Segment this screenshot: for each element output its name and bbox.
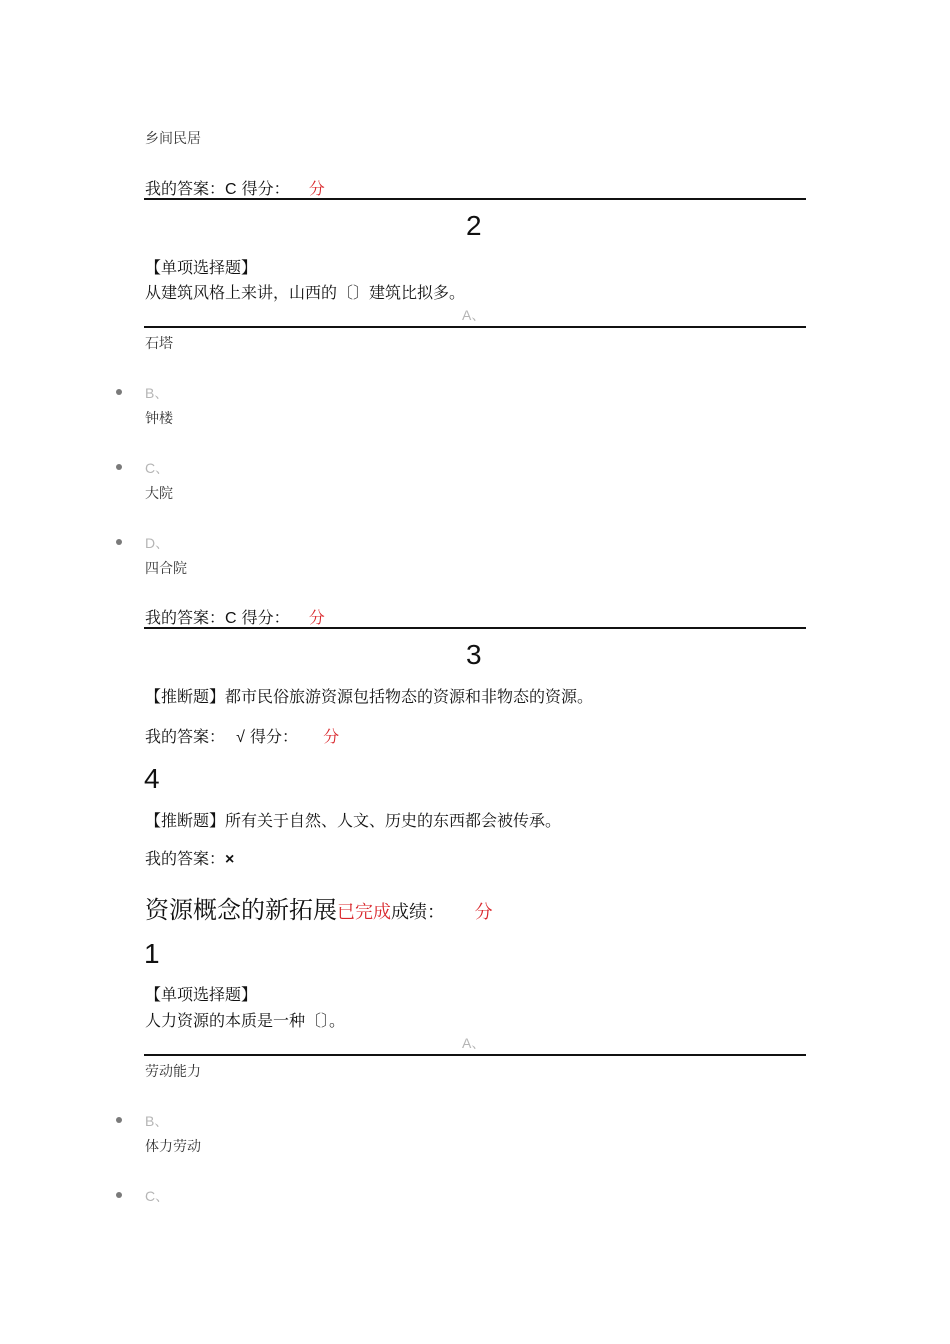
score-label: 得分： (241, 608, 290, 627)
question-type: 【单项选择题】 (145, 985, 258, 1004)
divider (144, 326, 806, 328)
score-label: 得分： (241, 179, 290, 198)
option-text-a[interactable]: 劳动能力 (145, 1064, 201, 1080)
question-number: 3 (466, 639, 482, 670)
divider (144, 198, 806, 200)
question-text: 【推断题】所有关于自然、人文、历史的东西都会被传承。 (145, 811, 562, 830)
score-label: 得分： (249, 727, 298, 746)
divider (144, 627, 806, 629)
answer-value: C (225, 610, 237, 627)
bullet-icon (116, 1117, 122, 1123)
option-letter-c[interactable]: C、 (145, 1188, 170, 1204)
score-value: 分 (308, 179, 325, 198)
check-icon: √ (236, 729, 245, 746)
question-number: 1 (144, 938, 160, 969)
grade-value: 分 (474, 902, 493, 923)
question-number: 2 (466, 210, 482, 241)
bullet-icon (116, 464, 122, 470)
section-status: 已完成 (337, 902, 391, 923)
option-text-a[interactable]: 石塔 (145, 336, 173, 352)
question-text: 人力资源的本质是一种〔〕。 (145, 1011, 346, 1030)
answer-label: 我的答案： (145, 608, 226, 627)
answer-line (145, 176, 325, 199)
option-text-b[interactable]: 钟楼 (145, 411, 173, 427)
question-type: 【单项选择题】 (145, 258, 258, 277)
option-letter-d[interactable]: D、 (145, 535, 170, 551)
option-letter-c[interactable]: C、 (145, 460, 170, 476)
answer-line (145, 605, 325, 628)
option-letter-a[interactable]: A、 (462, 307, 486, 323)
option-text-b[interactable]: 体力劳动 (145, 1139, 201, 1155)
grade-label: 成绩： (391, 902, 445, 923)
answer-value: C (225, 181, 237, 198)
answer-label: 我的答案： (145, 179, 226, 198)
score-value: 分 (308, 608, 325, 627)
option-letter-a[interactable]: A、 (462, 1035, 486, 1051)
section-title-line (145, 890, 493, 925)
option-letter-b[interactable]: B、 (145, 385, 169, 401)
option-letter-b[interactable]: B、 (145, 1113, 169, 1129)
option-text-c[interactable]: 大院 (145, 486, 173, 502)
answer-line (145, 846, 234, 869)
answer-line (145, 724, 339, 747)
score-value: 分 (323, 727, 340, 746)
answer-label: 我的答案： (145, 727, 226, 746)
cross-icon: × (225, 851, 235, 868)
option-text-d[interactable]: 四合院 (145, 561, 187, 577)
bullet-icon (116, 539, 122, 545)
question-number: 4 (144, 763, 160, 794)
question-text: 从建筑风格上来讲，山西的〔〕建筑比拟多。 (145, 283, 466, 302)
bullet-icon (116, 1192, 122, 1198)
question-text: 【推断题】都市民俗旅游资源包括物态的资源和非物态的资源。 (145, 687, 594, 706)
divider (144, 1054, 806, 1056)
section-title: 资源概念的新拓展 (145, 896, 337, 924)
bullet-icon (116, 389, 122, 395)
option-text: 乡间民居 (145, 131, 201, 147)
answer-label: 我的答案： (145, 849, 226, 868)
